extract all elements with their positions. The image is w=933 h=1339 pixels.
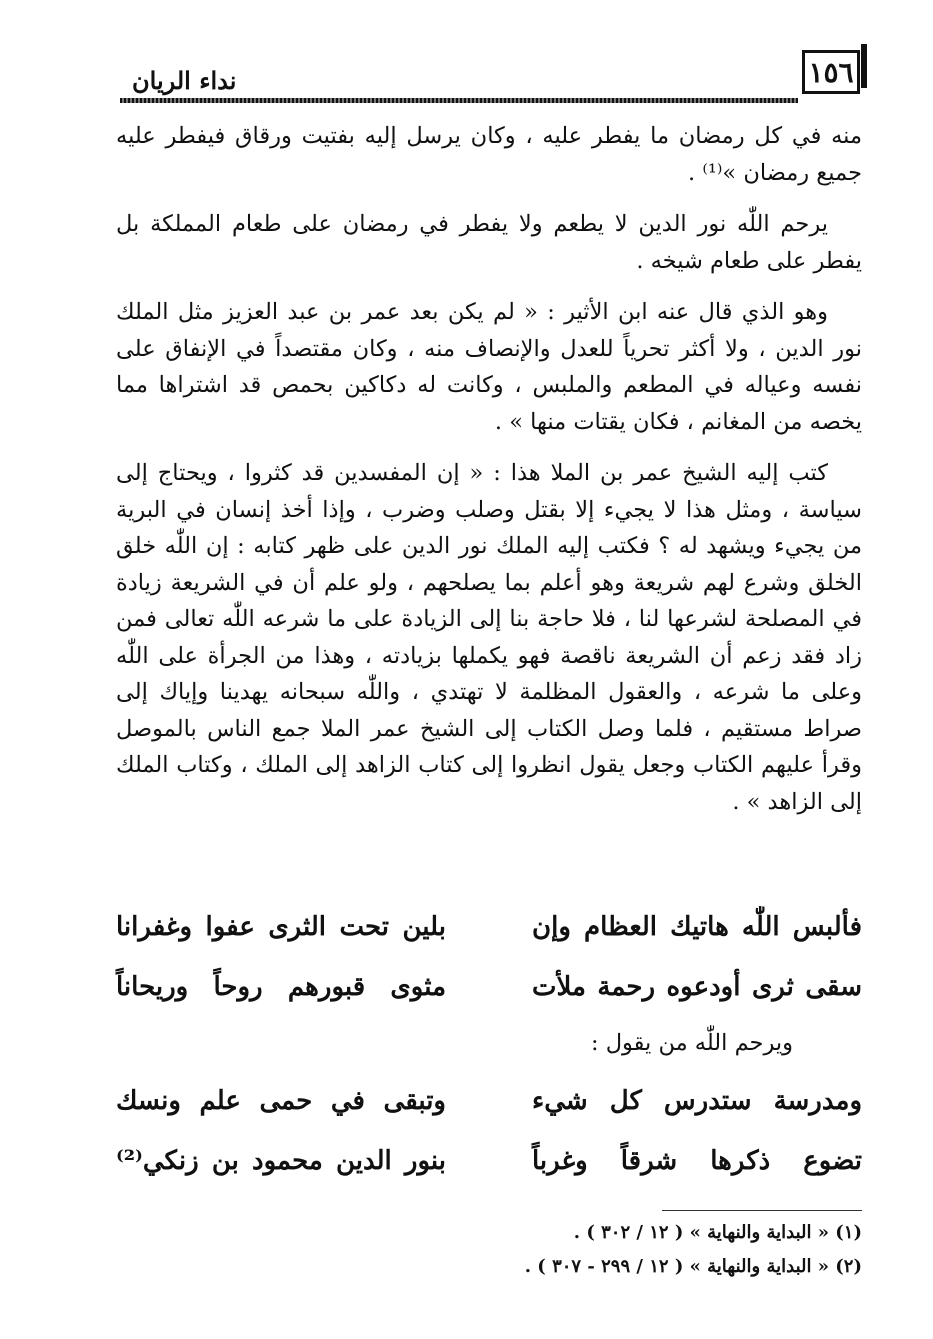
verse [116, 972, 862, 1032]
page-number-text: ١٥٦ [808, 55, 854, 89]
verse-first-half: ومدرسة ستدرس كل شيء [532, 1086, 862, 1116]
body-text [116, 118, 862, 835]
header-rule [120, 98, 798, 103]
footnote-1: (١) « البداية والنهاية » ( ١٢ / ٣٠٢ ) . [573, 1222, 862, 1243]
page-header [120, 46, 862, 102]
paragraph-3: وهو الذي قال عنه ابن الأثير : « لم يكن بعد عمر بن عبد العزيز مثل الملك نور الدين ، ولا أكثر تحرياً للعدل والإنصاف منه ، وكان مقتصداً في الإنفاق على نفسه وعياله في المطعم والملبس ، وكانت له دكاكين بحمص قد اشتراها مما يخصه من المغانم ، فكان يقتات منها » . [116, 299, 862, 435]
verse [116, 1146, 862, 1206]
verse-first-half: سقى ثرى أودعوه رحمة ملأت [532, 972, 862, 1002]
paragraph-1: منه في كل رمضان ما يفطر عليه ، وكان يرسل إليه بفتيت ورقاق فيفطر عليه جميع رمضان »⁽¹⁾ . [116, 123, 862, 186]
poem-1 [116, 912, 862, 1032]
verse-first-half: فألبس اللّٰه هاتيك العظام وإن [532, 912, 862, 942]
paragraph-2: يرحم اللّٰه نور الدين لا يطعم ولا يفطر في رمضان على طعام المملكة بل يفطر على طعام شيخه . [116, 211, 862, 274]
verse-second-half: وتبقى في حمى علم ونسك [116, 1086, 446, 1116]
footnotes [525, 1216, 862, 1284]
page-number [802, 50, 860, 94]
verse-second-half: بنور الدين محمود بن زنكي⁽²⁾ [116, 1146, 446, 1176]
poem-intro: ويرحم اللّٰه من يقول : [590, 1030, 793, 1056]
verse-first-half: تضوع ذكرها شرقاً وغرباً [532, 1146, 862, 1176]
footnote-2: (٢) « البداية والنهاية » ( ١٢ / ٢٩٩ - ٣٠٧ ) . [524, 1256, 862, 1277]
verse-second-half: مثوى قبورهم روحاً وريحاناً [116, 972, 446, 1002]
page-number-shadow [861, 44, 867, 88]
footnote-rule [662, 1210, 862, 1211]
verse [116, 912, 862, 972]
verse [116, 1086, 862, 1146]
book-title: نداء الريان [132, 66, 237, 95]
poem-2 [116, 1086, 862, 1206]
paragraph-4: كتب إليه الشيخ عمر بن الملا هذا : « إن المفسدين قد كثروا ، ويحتاج إلى سياسة ، ومثل هذا لا يجيء إلا بقتل وصلب وضرب ، وإذا أخذ إنسان في البرية من يجيء ويشهد له ؟ فكتب إليه الملك نور الدين على ظهر كتابه : إن اللّٰه خلق الخلق وشرع لهم شريعة وهو أعلم بما يصلحهم ، ولو علم أن في الشريعة زيادة في المصلحة لشرعها لنا ، فلا حاجة بنا إلى الزيادة على ما شرعه اللّٰه تعالى فمن زاد فقد زعم أن الشريعة ناقصة فهو يكملها بزيادته ، وهذا من الجرأة على اللّٰه وعلى ما شرعه ، والعقول المظلمة لا تهتدي ، واللّٰه سبحانه يهدينا وإياك إلى صراط مستقيم ، فلما وصل الكتاب إلى الشيخ عمر الملا جمع الناس بالموصل وقرأ عليهم الكتاب وجعل يقول انظروا إلى كتاب الزاهد إلى الملك ، وكتاب الملك إلى الزاهد » . [116, 460, 862, 815]
verse-second-half: بلين تحت الثرى عفوا وغفرانا [116, 912, 446, 942]
